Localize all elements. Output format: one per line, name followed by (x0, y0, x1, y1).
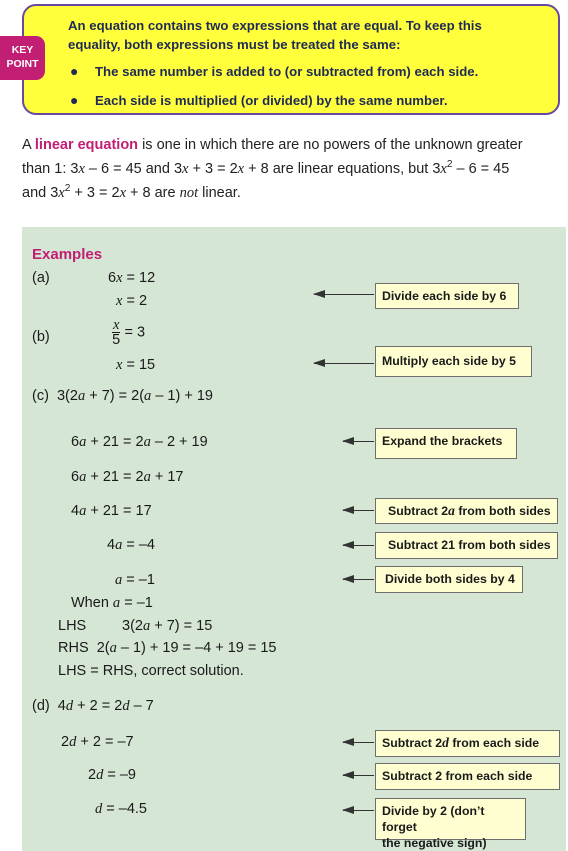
arrow-left-icon (343, 510, 374, 511)
example-c-lhs-expr: 3(2a + 7) = 15 (122, 618, 213, 634)
example-c-rhs: RHS 2(a – 1) + 19 = –4 + 19 = 15 (58, 640, 277, 656)
key-point-badge-line1: KEY (11, 44, 34, 56)
arrow-left-icon (343, 775, 374, 776)
example-c-step4: 4a = –4 (107, 537, 155, 553)
example-c-step3: 4a + 21 = 17 (71, 503, 152, 519)
arrow-left-icon (343, 742, 374, 743)
example-d-equation: (d) 4d + 2 = 2d – 7 (32, 698, 154, 714)
example-b-line2: x = 15 (116, 357, 156, 373)
key-point-line2: equality, both expressions must be treated the same: (68, 37, 401, 52)
example-b-line1: $\frac{x}{5}$ = 3 (112, 317, 146, 348)
example-a-label: (a) (32, 270, 50, 286)
example-d-step2: 2d = –9 (88, 767, 136, 783)
arrow-left-icon (314, 294, 374, 295)
example-c-equation: (c) 3(2a + 7) = 2(a – 1) + 19 (32, 388, 213, 404)
example-d-step3: d = –4.5 (95, 801, 147, 817)
example-a-line2: x = 2 (116, 293, 148, 309)
example-c-step5: a = –1 (115, 572, 155, 588)
example-c-check: When a = –1 (71, 595, 153, 611)
fraction-x-over-5: $\frac{x}{5}$ (112, 317, 121, 348)
intro-line-2: than 1: 3x – 6 = 45 and 3x + 3 = 2x + 8 are linear equations, but $3x^2 - 6 = 45$ (22, 159, 510, 177)
arrow-left-icon (343, 579, 374, 580)
key-point-badge-line2: POINT (6, 58, 39, 70)
key-point-bullet-1: The same number is added to (or subtracted from) each side. (95, 64, 479, 79)
note-d-2: Subtract 2 from each side (375, 763, 560, 790)
key-point-line1: An equation contains two expressions that are equal. To keep this (68, 18, 482, 33)
arrow-left-icon (343, 441, 374, 442)
bullet-dot-icon: ● (70, 92, 79, 108)
example-c-conclusion: LHS = RHS, correct solution. (58, 663, 244, 679)
linear-equation-term: linear equation (34, 137, 139, 153)
note-c-3: Subtract 2a from both sides (375, 498, 558, 524)
example-d-step1: 2d + 2 = –7 (61, 734, 134, 750)
examples-title: Examples (32, 246, 103, 263)
intro-line-1: A linear equation is one in which there are no powers of the unknown greater (22, 137, 523, 153)
example-c-label: (c) (32, 388, 49, 404)
note-c-1: Expand the brackets (375, 428, 517, 459)
example-a-line1: 6x = 12 (108, 270, 156, 286)
intro-line-3: and $3x^2 + 3 = 2x + 8$ are not linear. (22, 183, 241, 201)
arrow-left-icon (314, 363, 374, 364)
note-a: Divide each side by 6 (375, 283, 519, 309)
note-c-5: Divide both sides by 4 (375, 566, 523, 593)
example-c-lhs-label: LHS (58, 618, 87, 634)
key-point-badge (0, 36, 45, 80)
example-b-label: (b) (32, 329, 50, 345)
note-b: Multiply each side by 5 (375, 346, 532, 377)
note-d-3: Divide by 2 (don’t forget the negative sign) (375, 798, 526, 840)
example-c-step2: 6a + 21 = 2a + 17 (71, 469, 184, 485)
arrow-left-icon (343, 810, 374, 811)
note-d-1: Subtract 2d from each side (375, 730, 560, 757)
note-c-4: Subtract 21 from both sides (375, 532, 558, 559)
example-c-step1: 6a + 21 = 2a – 2 + 19 (71, 434, 208, 450)
arrow-left-icon (343, 545, 374, 546)
example-d-label: (d) (32, 698, 50, 714)
bullet-dot-icon: ● (70, 63, 79, 79)
key-point-bullet-2: Each side is multiplied (or divided) by the same number. (95, 93, 448, 108)
